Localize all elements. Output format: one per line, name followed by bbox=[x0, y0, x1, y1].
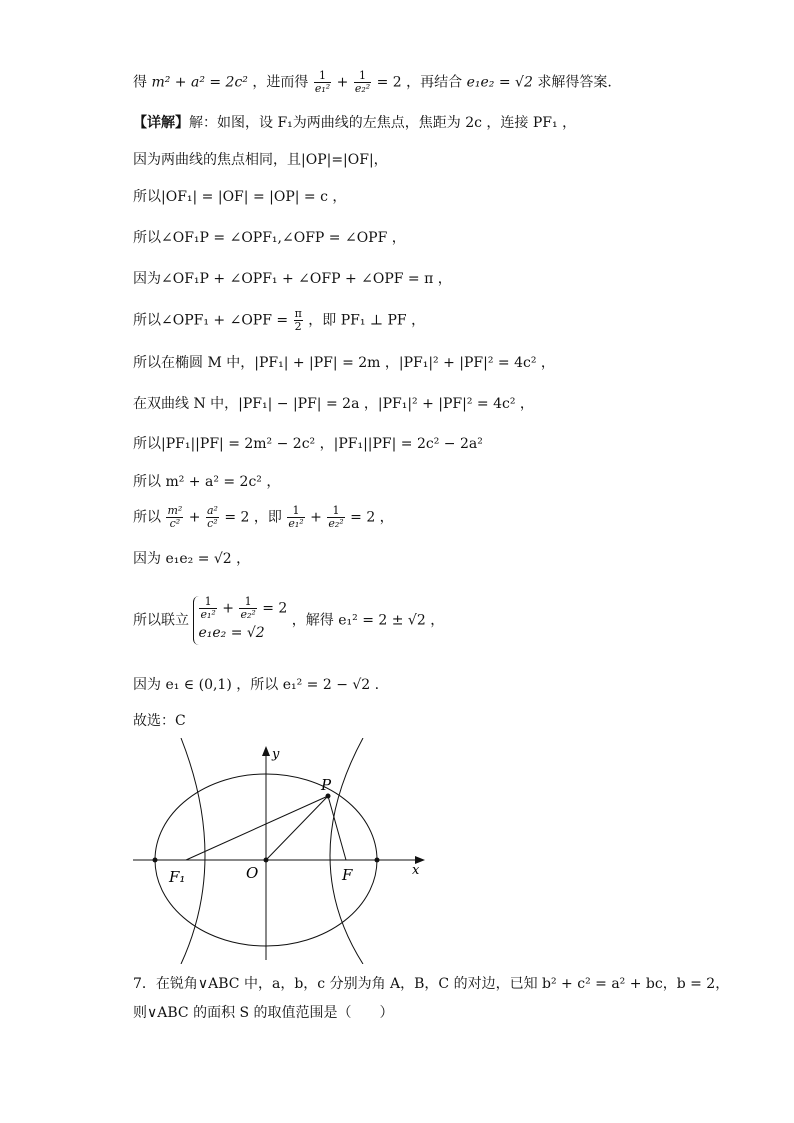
segment-PF bbox=[328, 796, 346, 860]
question-7-line-1: 7．在锐角∨ABC 中，a，b，c 分别为角 A，B，C 的对边，已知 b² + c² = a² + bc，b = 2， bbox=[133, 976, 730, 992]
line-4: 所以|OF₁| = |OF| = |OP| = c ， bbox=[133, 189, 347, 205]
line-12: 所以 $\frac{\text{m²}}{\text{c²}}$ + $\frac{\text{a²}}{\text{c²}}$ = 2 ，即 $\frac{1}{\text{e₁²}}$ + $\frac{1}{\text{e₂²}}$ = 2 ， bbox=[133, 504, 394, 530]
fraction: $\frac{1}{\text{e₂²}}$ bbox=[240, 595, 256, 621]
line-14: 所以联立 $\frac{1}{\text{e₁²}}$ + $\frac{1}{\text{e₂²}}$ = 2 e₁e₂ = √2 ，解得 e₁² = 2 ± √2 ， bbox=[133, 596, 444, 645]
origin-point bbox=[264, 858, 269, 863]
line-13: 因为 e₁e₂ = √2 ， bbox=[133, 551, 251, 567]
line-11: 所以 m² + a² = 2c² ， bbox=[133, 474, 281, 490]
fraction: $\frac{1}{\text{e₁²}}$ bbox=[314, 69, 331, 95]
line-1: 得 m² + a² = 2c² ，进而得 $\frac{1}{\text{e₁²}}$ + $\frac{1}{\text{e₂²}}$ = 2 ，再结合 e₁e₂ = √2 求解得答案. bbox=[133, 69, 612, 95]
label-O: O bbox=[246, 864, 259, 882]
fraction: $\frac{\text{a²}}{\text{c²}}$ bbox=[206, 504, 218, 530]
fraction: $\frac{\text{m²}}{\text{c²}}$ bbox=[167, 504, 183, 530]
segment-OP bbox=[266, 796, 328, 860]
label-P: P bbox=[321, 776, 332, 794]
fraction: $\frac{1}{\text{e₁²}}$ bbox=[288, 504, 304, 530]
point-P bbox=[326, 794, 331, 799]
label-F1: F₁ bbox=[169, 868, 186, 886]
label-x: x bbox=[412, 863, 420, 878]
fraction: $\frac{\pi}{2}$ bbox=[294, 307, 302, 333]
line-2: 【详解】解：如图，设 F₁为两曲线的左焦点，焦距为 2c ，连接 PF₁ ， bbox=[133, 115, 577, 131]
question-7-line-2: 则∨ABC 的面积 S 的取值范围是（ ） bbox=[133, 1005, 394, 1021]
equation-system: $\frac{1}{\text{e₁²}}$ + $\frac{1}{\text{e₂²}}$ = 2 e₁e₂ = √2 bbox=[193, 596, 287, 645]
line-16: 故选：C bbox=[133, 713, 186, 729]
y-axis-arrow bbox=[262, 746, 270, 756]
right-vertex-point bbox=[375, 858, 380, 863]
label-y: y bbox=[272, 747, 280, 762]
left-vertex-point bbox=[153, 858, 158, 863]
fraction: $\frac{1}{\text{e₂²}}$ bbox=[354, 69, 371, 95]
detail-tag: 【详解】 bbox=[133, 115, 189, 131]
fraction: $\frac{1}{\text{e₂²}}$ bbox=[328, 504, 344, 530]
line-8: 所以在椭圆 M 中，|PF₁| + |PF| = 2m ，|PF₁|² + |PF|² = 4c² ， bbox=[133, 355, 555, 371]
conic-figure bbox=[125, 738, 435, 964]
line-10: 所以|PF₁||PF| = 2m² − 2c² ，|PF₁||PF| = 2c² − 2a² bbox=[133, 436, 483, 452]
line-6: 因为∠OF₁P + ∠OPF₁ + ∠OFP + ∠OPF = π ， bbox=[133, 271, 452, 287]
hyperbola-right-branch bbox=[330, 738, 363, 964]
line-7: 所以∠OPF₁ + ∠OPF = $\frac{\pi}{2}$ ，即 PF₁ ⊥ PF ， bbox=[133, 307, 426, 333]
line-9: 在双曲线 N 中，|PF₁| − |PF| = 2a ，|PF₁|² + |PF|² = 4c² ， bbox=[133, 396, 534, 412]
line-5: 所以∠OF₁P = ∠OPF₁,∠OFP = ∠OPF ， bbox=[133, 230, 406, 246]
label-F: F bbox=[342, 866, 353, 884]
fraction: $\frac{1}{\text{e₁²}}$ bbox=[200, 595, 216, 621]
segment-PF1 bbox=[186, 796, 328, 860]
line-15: 因为 e₁ ∈ (0,1) ，所以 e₁² = 2 − √2 . bbox=[133, 677, 380, 693]
line-3: 因为两曲线的焦点相同，且|OP|=|OF|， bbox=[133, 152, 388, 168]
